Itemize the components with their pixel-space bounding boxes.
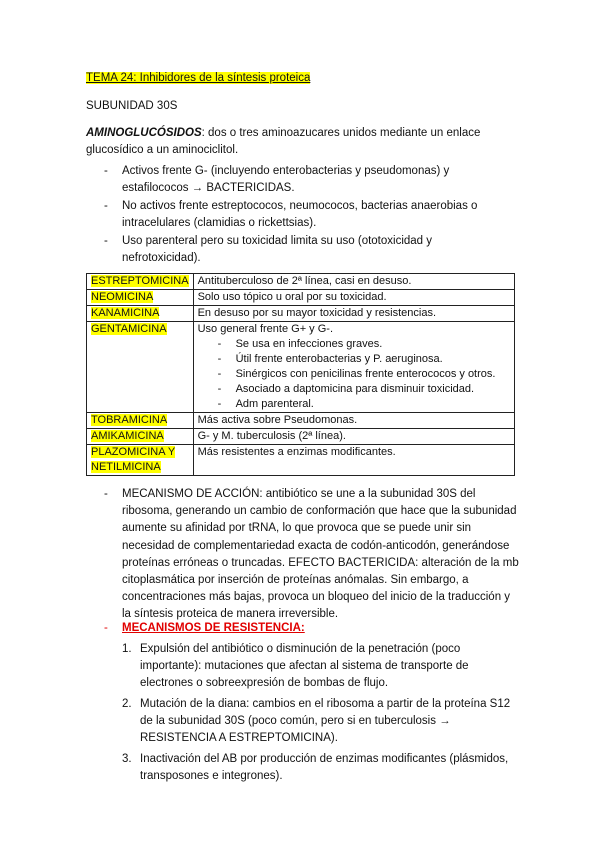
drug-name: PLAZOMICINA Y NETILMICINA <box>91 446 176 473</box>
drug-description-cell <box>193 322 514 413</box>
aminoglucosidos-text: : dos o tres aminoazucares unidos mediante un enlace glucosídico a un aminociclitol. <box>86 127 481 156</box>
drug-description: Más resistentes a enzimas modificantes. <box>193 445 514 476</box>
list-item: - Adm parenteral. <box>218 397 510 412</box>
drug-description: Uso general frente G+ y G-. <box>197 323 334 335</box>
aminoglucosidos-label: AMINOGLUCÓSIDOS <box>86 127 202 139</box>
drug-name: GENTAMICINA <box>91 323 167 335</box>
drug-description: G- y M. tuberculosis (2ª línea). <box>193 429 514 445</box>
drug-description: Solo uso tópico u oral por su toxicidad. <box>193 290 514 306</box>
mechanism-text: MECANISMO DE ACCIÓN: antibiótico se une a la subunidad 30S del ribosoma, generando un cambio de conformación que hace que la subunidad aumente su afinidad por tRNA, lo que provoca que se puede unir sin necesidad de complementariedad exacta de codón-anticodón, generándose proteínas erróneas o truncadas. EFECTO BACTERICIDA: alteración de la mb citoplasmática por inserción de proteínas anómalas. Sin embargo, a concentraciones más bajas, provoca un bloqueo del inicio de la traducción y la síntesis proteica de manera irreversible. <box>122 488 519 621</box>
section-subtitle: SUBUNIDAD 30S <box>86 100 178 112</box>
table-row <box>87 445 515 476</box>
resistance-section: - MECANISMOS DE RESISTENCIA: 1. Expulsión del antibiótico o disminución de la penetración (poco importante): mutaciones que afectan al sistema de transporte de electrones o sobreexpresión de bombas de flujo. 2. Mutación de la diana: cambios en el ribosoma a partir de la proteína S12 de la subunidad 30S (poco común, pero si en tuberculosis → RESISTENCIA A ESTREPTOMICINA). 3. Inactivación del AB por producción de enzimas modificantes (plásmidos, transposones e integrones). <box>104 620 522 789</box>
list-item: - Asociado a daptomicina para disminuir toxicidad. <box>218 382 510 397</box>
list-item: - Sinérgicos con penicilinas frente enterococos y otros. <box>218 367 510 382</box>
list-item: - Útil frente enterobacterias y P. aeruginosa. <box>218 352 510 367</box>
gentamicina-list <box>198 337 510 412</box>
table-row <box>87 290 515 306</box>
table-row <box>87 274 515 290</box>
properties-list <box>104 163 504 268</box>
aminoglycoside-table <box>86 273 515 476</box>
drug-name: KANAMICINA <box>91 307 160 319</box>
list-item: 3. Inactivación del AB por producción de enzimas modificantes (plásmidos, transposones e integrones). <box>122 753 509 782</box>
page-title: TEMA 24: Inhibidores de la síntesis proteica <box>86 72 311 84</box>
list-item: 2. Mutación de la diana: cambios en el ribosoma a partir de la proteína S12 de la subunidad 30S (poco común, pero si en tuberculosis → RESISTENCIA A ESTREPTOMICINA). <box>122 698 511 744</box>
resistance-list <box>104 641 522 785</box>
list-item: - Uso parenteral pero su toxicidad limita su uso (ototoxicidad y nefrotoxicidad). <box>104 233 504 267</box>
drug-description: Más activa sobre Pseudomonas. <box>193 413 514 429</box>
table-row <box>87 413 515 429</box>
list-item: 1. Expulsión del antibiótico o disminución de la penetración (poco importante): mutaciones que afectan al sistema de transporte de electrones o sobreexpresión de bombas de flujo. <box>122 643 469 689</box>
drug-name: NEOMICINA <box>91 291 154 303</box>
list-item: - No activos frente estreptococos, neumococos, bacterias anaerobias o intracelulares (clamidias o rickettsias). <box>104 198 504 232</box>
table-row <box>87 322 515 413</box>
table-row <box>87 306 515 322</box>
list-item: - Se usa en infecciones graves. <box>218 337 510 352</box>
resistance-heading: MECANISMOS DE RESISTENCIA: <box>122 622 305 634</box>
drug-description: Antituberculoso de 2ª línea, casi en desuso. <box>193 274 514 290</box>
drug-name: ESTREPTOMICINA <box>91 275 189 287</box>
aminoglucosidos-definition <box>86 125 516 159</box>
drug-name: TOBRAMICINA <box>91 414 168 426</box>
drug-description: En desuso por su mayor toxicidad y resistencias. <box>193 306 514 322</box>
mechanism-of-action: - MECANISMO DE ACCIÓN: antibiótico se une a la subunidad 30S del ribosoma, generando un cambio de conformación que hace que la subunidad aumente su afinidad por tRNA, lo que provoca que se puede unir sin necesidad de complementariedad exacta de codón-anticodón, generándose proteínas erróneas o truncadas. EFECTO BACTERICIDA: alteración de la mb citoplasmática por inserción de proteínas anómalas. Sin embargo, a concentraciones más bajas, provoca un bloqueo del inicio de la traducción y la síntesis proteica de manera irreversible. <box>104 486 522 624</box>
list-item: - Activos frente G- (incluyendo enterobacterias y pseudomonas) y estafilococos → BACTERICIDAS. <box>104 163 504 197</box>
drug-name: AMIKAMICINA <box>91 430 164 442</box>
table-row <box>87 429 515 445</box>
